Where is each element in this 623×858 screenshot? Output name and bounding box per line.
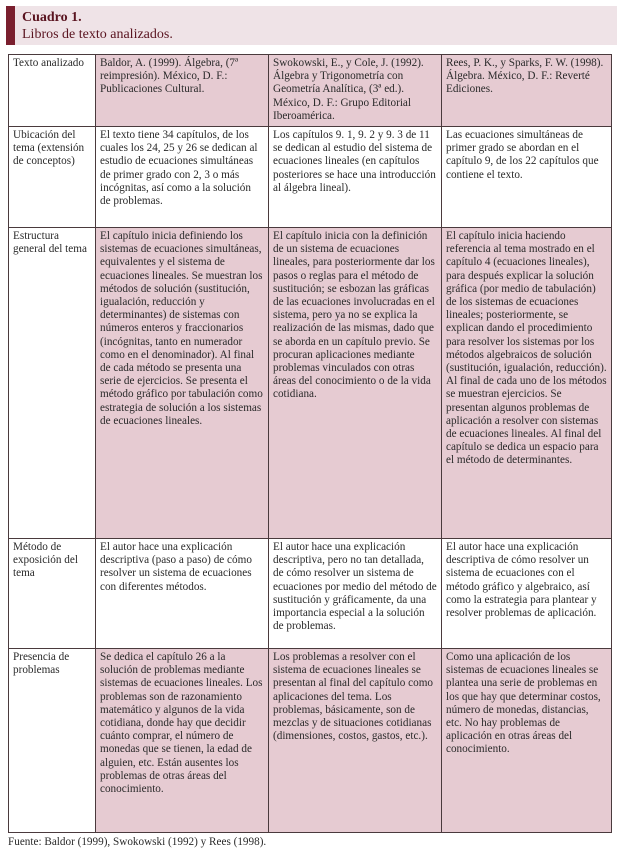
table-cell: El capítulo inicia haciendo referencia al tema mostrado en el capítulo 4 (ecuaciones lineales), para después explicar la solución gráfica (por medio de tabulación) de los sistemas de ecuaciones lineales; posteriormente, se explican dando el procedimiento para resolver los sistemas por los métodos algebraicos de solución (sustitución, igualación, reducción). Al final de cada uno de los métodos se muestran ejercicios. Se presentan algunos problemas de aplicación a resolver con sistemas de ecuaciones lineales. Al final del capítulo se dedica un espacio para el método de determinantes.	[442, 228, 612, 539]
row-header: Presencia de problemas	[9, 649, 96, 833]
table-cell: Rees, P. K., y Sparks, F. W. (1998). Álgebra. México, D. F.: Reverté Ediciones.	[442, 55, 612, 127]
table-cell: El capítulo inicia con la definición de un sistema de ecuaciones lineales, para posteriormente dar los pasos o reglas para el método de sustitución; se esbozan las gráficas de las ecuaciones involucradas en el sistema, pero ya no se explica la realización de las mismas, dado que se aborda en un capítulo previo. Se procuran aplicaciones mediante problemas vinculados con otras áreas del conocimiento o de la vida cotidiana.	[269, 228, 442, 539]
table-cell: Se dedica el capítulo 26 a la solución de problemas mediante sistemas de ecuaciones lineales. Los problemas son de razonamiento matemático y algunos de la vida cotidiana, donde hay que decidir cuánto comprar, el número de monedas que se tienen, la edad de alguien, etc. Están ausentes los problemas de otras áreas del conocimiento.	[96, 649, 269, 833]
table-row	[9, 55, 612, 127]
table-cell: Las ecuaciones simultáneas de primer grado se abordan en el capítulo 9, de los 22 capítulos que contiene el texto.	[442, 127, 612, 228]
table-cell: El autor hace una explicación descriptiva (paso a paso) de cómo resolver un sistema de ecuaciones con diferentes métodos.	[96, 539, 269, 649]
row-header: Ubicación del tema (extensión de conceptos)	[9, 127, 96, 228]
table-row	[9, 127, 612, 228]
source-note: Fuente: Baldor (1999), Swokowski (1992) y Rees (1998).	[8, 836, 267, 848]
table-row	[9, 228, 612, 539]
table-cell: El texto tiene 34 capítulos, de los cuales los 24, 25 y 26 se dedican al estudio de ecuaciones simultáneas de primer grado con 2, 3 o más incógnitas, así como a la solución de problemas.	[96, 127, 269, 228]
table-cell: Los problemas a resolver con el sistema de ecuaciones lineales se presentan al final del capítulo como aplicaciones del tema. Los problemas, básicamente, son de mezclas y de situaciones cotidianas (dimensiones, costos, gastos, etc.).	[269, 649, 442, 833]
row-header: Método de exposición del tema	[9, 539, 96, 649]
table-cell: Los capítulos 9. 1, 9. 2 y 9. 3 de 11 se dedican al estudio del sistema de ecuaciones lineales (en capítulos posteriores se hace una introducción al álgebra lineal).	[269, 127, 442, 228]
table-caption	[6, 6, 617, 45]
table-cell: El autor hace una explicación descriptiva, pero no tan detallada, de cómo resolver un sistema de ecuaciones por medio del método de sustitución y gráficamente, da una importancia especial a la solución de problemas.	[269, 539, 442, 649]
row-header: Estructura general del tema	[9, 228, 96, 539]
books-table	[8, 54, 612, 833]
row-header: Texto analizado	[9, 55, 96, 127]
table-cell: Como una aplicación de los sistemas de ecuaciones lineales se plantea una serie de problemas en los que hay que determinar costos, número de monedas, distancias, etc. No hay problemas de aplicación en otras áreas del conocimiento.	[442, 649, 612, 833]
table-row	[9, 539, 612, 649]
table-cell: El autor hace una explicación descriptiva de cómo resolver un sistema de ecuaciones con el método gráfico y algebraico, así como la estrategia para plantear y resolver problemas de aplicación.	[442, 539, 612, 649]
caption-title: Cuadro 1.	[22, 10, 82, 25]
table-cell: Swokowski, E., y Cole, J. (1992). Álgebra y Trigonometría con Geometría Analítica, (3ª ed.). México, D. F.: Grupo Editorial Iberoamérica.	[269, 55, 442, 127]
table-row	[9, 649, 612, 833]
caption-subtitle: Libros de texto analizados.	[22, 27, 173, 42]
table-cell: Baldor, A. (1999). Álgebra, (7ª reimpresión). México, D. F.: Publicaciones Cultural.	[96, 55, 269, 127]
table-cell: El capítulo inicia definiendo los sistemas de ecuaciones simultáneas, equivalentes y el sistema de ecuaciones lineales. Se muestran los métodos de solución (sustitución, igualación, reducción y determinantes) de sistemas con números enteros y fraccionarios (incógnitas, tanto en numerador como en el denominador). Al final de cada método se presenta una serie de ejercicios. Se presenta el método gráfico por tabulación como estrategia de solución a los sistemas de ecuaciones lineales.	[96, 228, 269, 539]
